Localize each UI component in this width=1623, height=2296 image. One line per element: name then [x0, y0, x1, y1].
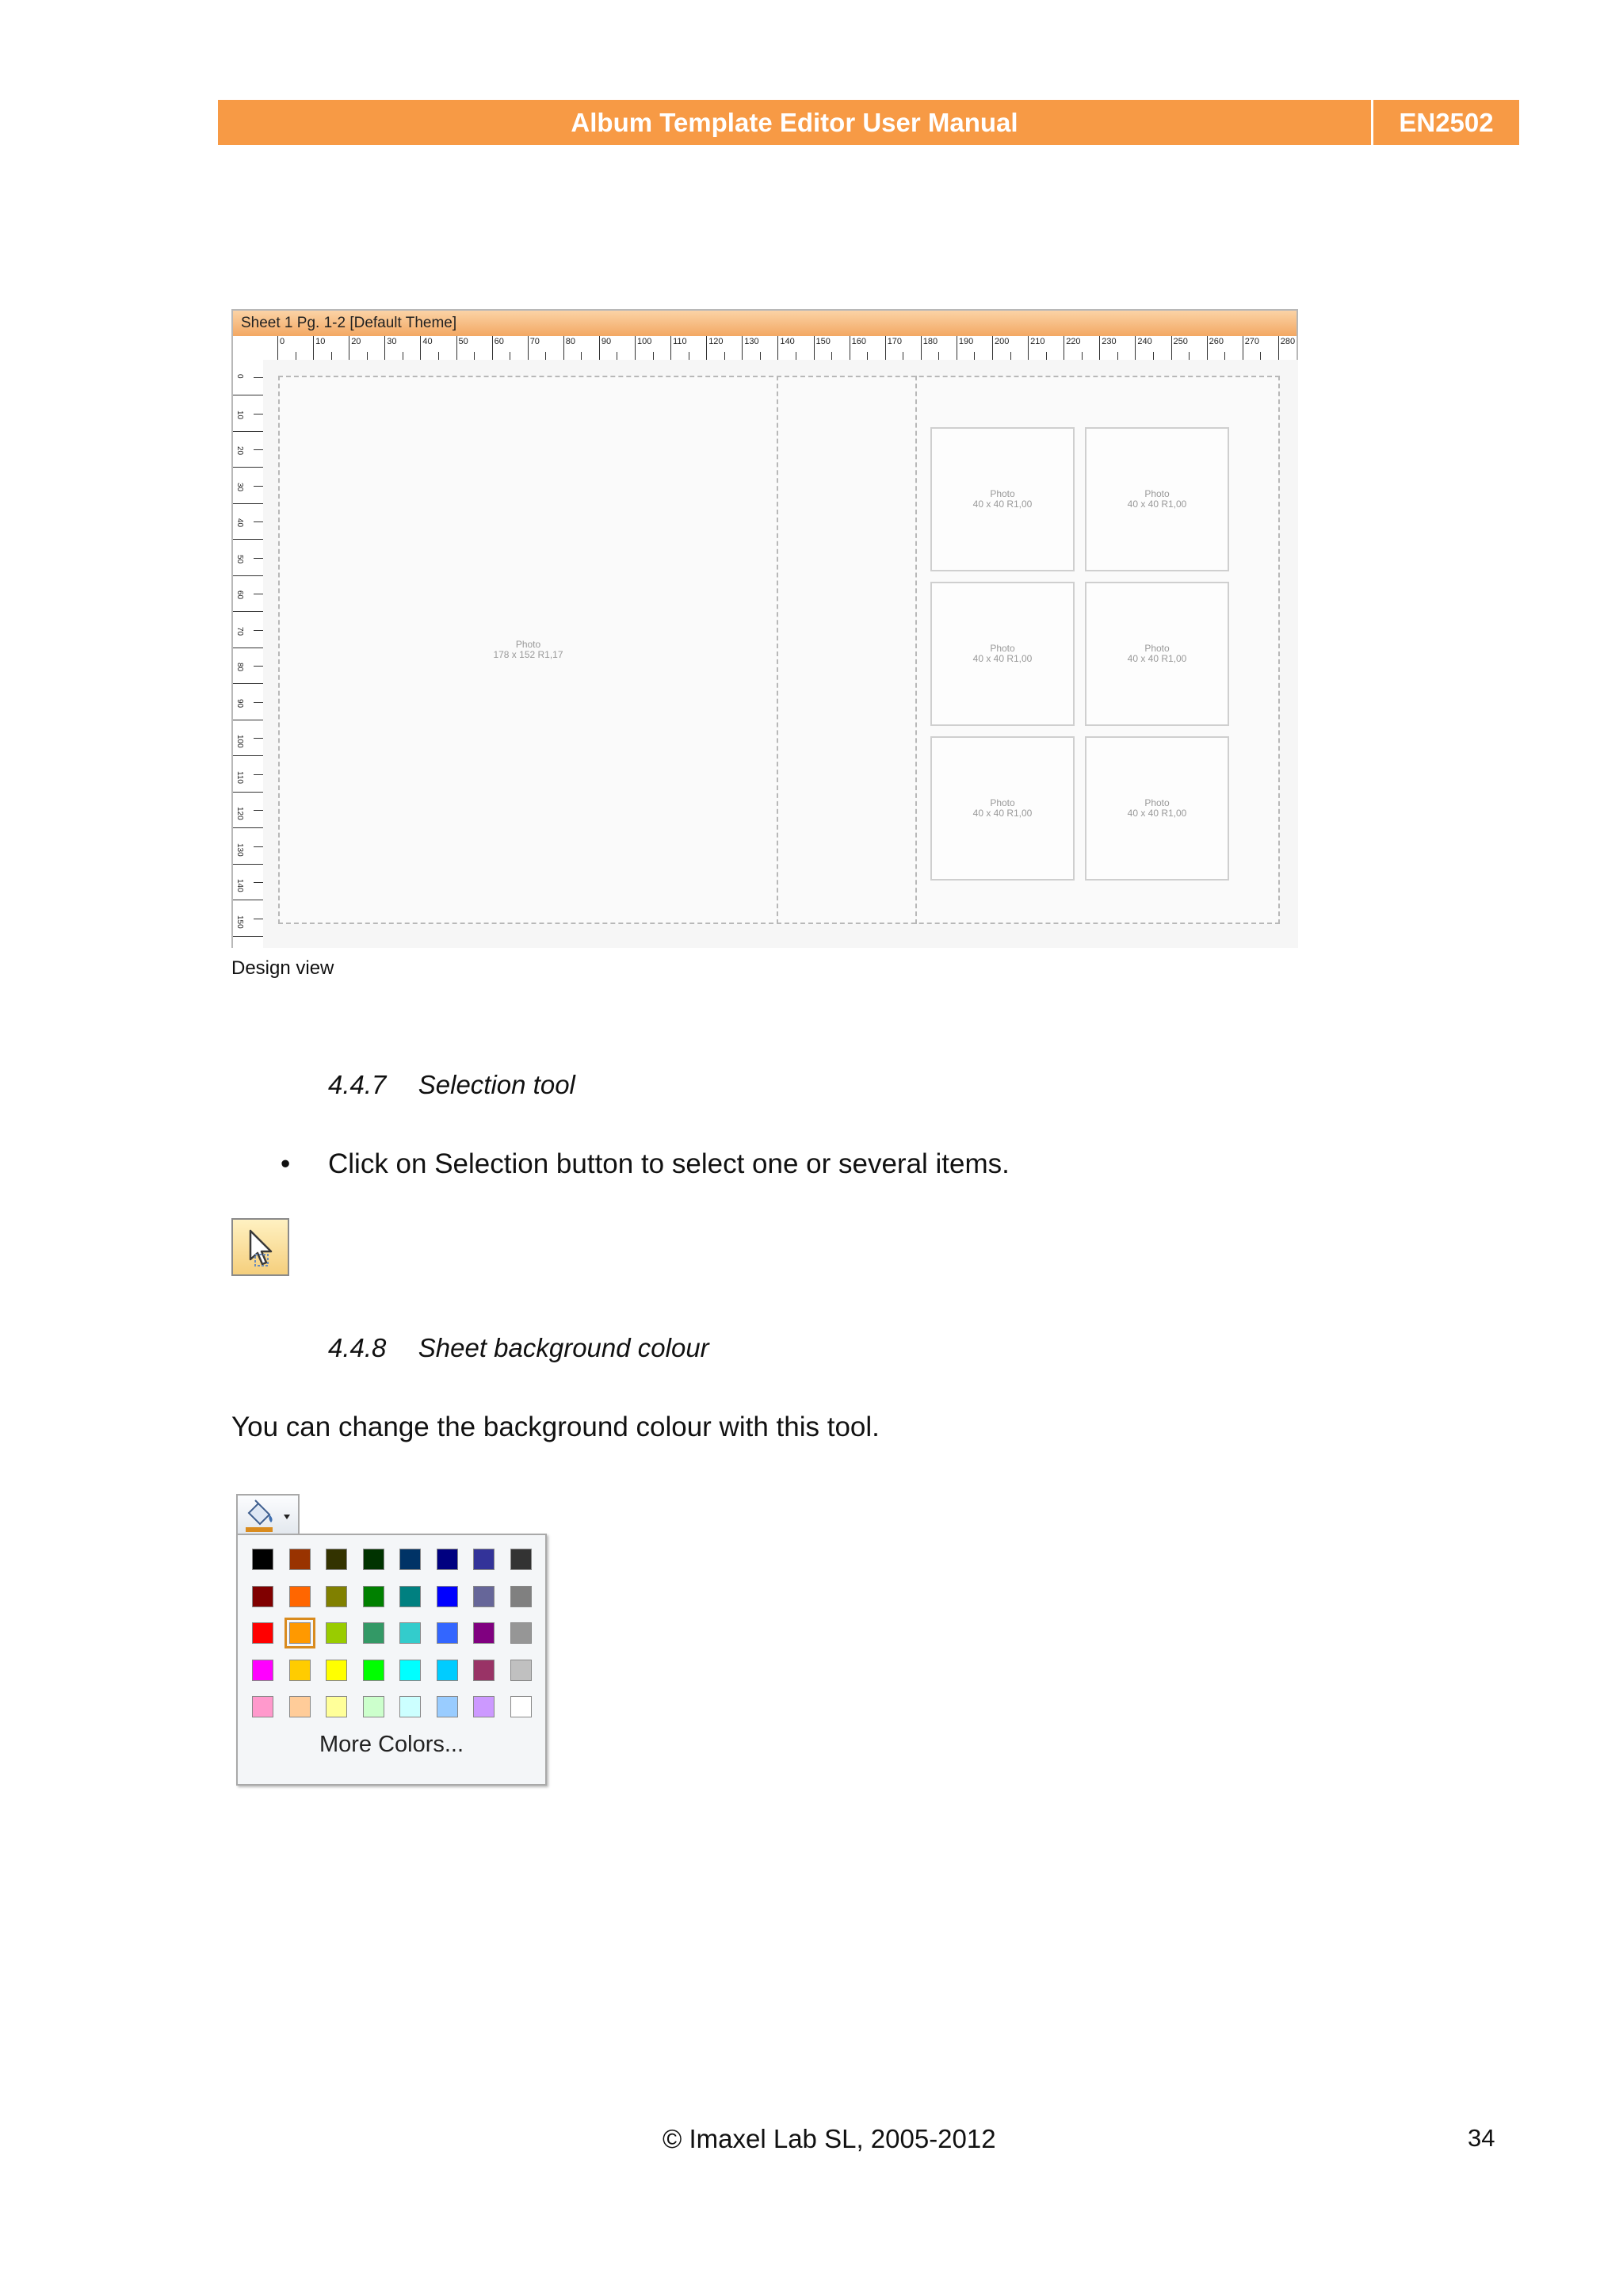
ruler-tick [992, 336, 993, 360]
ruler-tick [233, 503, 263, 504]
ruler-tick [233, 467, 263, 468]
colour-swatch[interactable] [437, 1696, 458, 1717]
ruler-tick [474, 352, 475, 360]
ruler-label: 40 [235, 518, 244, 528]
ruler-tick [599, 336, 600, 360]
ruler-label: 30 [387, 337, 397, 346]
paint-bucket-icon [238, 1496, 298, 1535]
ruler-tick [724, 352, 725, 360]
ruler-tick [545, 352, 546, 360]
ruler-label: 80 [235, 663, 244, 672]
colour-swatch[interactable] [510, 1696, 532, 1717]
section-title: Sheet background colour [418, 1333, 709, 1362]
colour-swatch[interactable] [252, 1549, 273, 1570]
ruler-tick [1082, 352, 1083, 360]
ruler-label: 260 [1209, 337, 1224, 346]
ruler-label: 100 [235, 735, 244, 748]
colour-swatch[interactable] [399, 1622, 421, 1644]
ruler-label: 140 [780, 337, 795, 346]
ruler-tick [438, 352, 439, 360]
colour-swatch[interactable] [473, 1549, 495, 1570]
ruler-tick [563, 336, 564, 360]
colour-swatch[interactable] [363, 1622, 384, 1644]
ruler-label: 10 [315, 337, 326, 346]
ruler-label: 20 [351, 337, 361, 346]
ruler-tick [581, 352, 582, 360]
photo-size: 40 x 40 R1,00 [972, 653, 1033, 664]
colour-swatch[interactable] [399, 1660, 421, 1681]
colour-swatch[interactable] [326, 1660, 347, 1681]
ruler-tick [1117, 352, 1118, 360]
ruler-tick [706, 336, 707, 360]
ruler-label: 50 [235, 554, 244, 563]
ruler-label: 120 [708, 337, 724, 346]
footer-copyright: © Imaxel Lab SL, 2005-2012 [663, 2124, 996, 2153]
photo-label: Photo [1144, 797, 1170, 808]
bullet-text: Click on Selection button to select one or several items. [328, 1148, 1010, 1179]
spine [778, 376, 917, 924]
sheet-canvas [263, 360, 1298, 948]
ruler-tick [233, 611, 263, 612]
colour-swatch[interactable] [437, 1549, 458, 1570]
photo-frame[interactable] [930, 582, 1075, 726]
ruler-label: 150 [235, 915, 244, 929]
photo-frame[interactable] [1085, 736, 1229, 881]
colour-palette-popup [236, 1534, 547, 1786]
photo-label: Photo [990, 488, 1015, 499]
ruler-label: 0 [235, 374, 244, 379]
colour-swatch[interactable] [399, 1586, 421, 1607]
photo-frame[interactable] [930, 736, 1075, 881]
ruler-label: 90 [601, 337, 612, 346]
vertical-ruler [233, 360, 264, 948]
colour-swatch[interactable] [510, 1660, 532, 1681]
ruler-tick [313, 336, 314, 360]
section-title: Selection tool [418, 1070, 575, 1099]
ruler-tick [254, 846, 263, 847]
colour-swatch[interactable] [473, 1696, 495, 1717]
ruler-tick [867, 352, 868, 360]
figure-caption: Design view [231, 957, 334, 979]
ruler-tick [233, 539, 263, 540]
photo-label: Photo [1144, 643, 1170, 654]
page-number: 34 [1468, 2124, 1495, 2152]
colour-swatch[interactable] [326, 1586, 347, 1607]
ruler-label: 280 [1280, 337, 1296, 346]
ruler-label: 140 [235, 879, 244, 892]
ruler-tick [1260, 352, 1261, 360]
colour-swatch[interactable] [363, 1586, 384, 1607]
colour-swatch[interactable] [289, 1622, 311, 1644]
colour-swatch[interactable] [252, 1622, 273, 1644]
ruler-tick [1028, 336, 1029, 360]
colour-swatch[interactable] [399, 1696, 421, 1717]
colour-swatch[interactable] [510, 1586, 532, 1607]
ruler-label: 30 [235, 482, 244, 491]
ruler-tick [456, 336, 457, 360]
colour-swatch[interactable] [399, 1549, 421, 1570]
colour-swatch[interactable] [326, 1622, 347, 1644]
ruler-label: 110 [673, 337, 687, 346]
ruler-label: 40 [422, 337, 433, 346]
colour-swatch[interactable] [252, 1586, 273, 1607]
ruler-tick [885, 336, 886, 360]
photo-size: 40 x 40 R1,00 [972, 499, 1033, 510]
large-photo-frame[interactable] [278, 376, 778, 924]
bullet-marker: • [281, 1148, 291, 1179]
ruler-tick [254, 521, 263, 522]
design-view-title: Sheet 1 Pg. 1-2 [Default Theme] [233, 311, 1296, 336]
colour-swatch[interactable] [289, 1549, 311, 1570]
ruler-tick [492, 336, 493, 360]
ruler-tick [233, 864, 263, 865]
photo-frame[interactable] [1085, 582, 1229, 726]
ruler-tick [331, 352, 332, 360]
ruler-label: 190 [958, 337, 974, 346]
ruler-tick [653, 352, 654, 360]
ruler-tick [254, 702, 263, 703]
colour-swatch[interactable] [437, 1586, 458, 1607]
photo-label: Photo [990, 797, 1015, 808]
ruler-tick [760, 352, 761, 360]
ruler-label: 20 [235, 446, 244, 456]
ruler-label: 100 [637, 337, 652, 346]
ruler-tick [1189, 352, 1190, 360]
ruler-tick [1135, 336, 1136, 360]
design-view-screenshot [231, 309, 1298, 948]
photo-size: 40 x 40 R1,00 [1127, 808, 1187, 819]
ruler-tick [233, 755, 263, 756]
ruler-tick [254, 414, 263, 415]
ruler-tick [635, 336, 636, 360]
colour-swatch[interactable] [473, 1660, 495, 1681]
document-title: Album Template Editor User Manual [218, 100, 1371, 145]
ruler-tick [420, 336, 421, 360]
photo-label: Photo [515, 639, 541, 650]
ruler-label: 150 [815, 337, 831, 346]
colour-swatch[interactable] [252, 1660, 273, 1681]
ruler-tick [1153, 352, 1154, 360]
photo-size: 178 x 152 R1,17 [493, 649, 563, 660]
ruler-label: 210 [1030, 337, 1045, 346]
colour-swatch[interactable] [252, 1696, 273, 1717]
ruler-tick [254, 449, 263, 450]
ruler-tick [233, 575, 263, 576]
photo-frame[interactable] [930, 427, 1075, 571]
ruler-tick [1010, 352, 1011, 360]
photo-label: Photo [1144, 488, 1170, 499]
photo-size: 40 x 40 R1,00 [1127, 499, 1187, 510]
document-code: EN2502 [1373, 100, 1519, 145]
ruler-label: 220 [1066, 337, 1081, 346]
ruler-tick [1278, 336, 1279, 360]
ruler-tick [528, 336, 529, 360]
ruler-label: 80 [565, 337, 576, 346]
ruler-tick [254, 774, 263, 775]
ruler-tick [921, 336, 922, 360]
section-heading-4-4-7 [328, 1070, 575, 1100]
ruler-tick [254, 558, 263, 559]
ruler-tick [1099, 336, 1100, 360]
ruler-tick [938, 352, 939, 360]
ruler-tick [831, 352, 832, 360]
ruler-label: 60 [235, 590, 244, 600]
ruler-label: 120 [235, 807, 244, 820]
colour-swatch[interactable] [289, 1696, 311, 1717]
ruler-label: 60 [494, 337, 504, 346]
ruler-label: 230 [1102, 337, 1117, 346]
photo-size: 40 x 40 R1,00 [1127, 653, 1187, 664]
ruler-label: 110 [235, 770, 244, 784]
ruler-tick [254, 377, 263, 378]
arrow-pointer-icon [233, 1220, 288, 1274]
background-colour-button[interactable] [236, 1494, 300, 1534]
horizontal-ruler [233, 336, 1296, 361]
ruler-tick [254, 630, 263, 631]
ruler-tick [814, 336, 815, 360]
ruler-tick [1224, 352, 1225, 360]
ruler-label: 170 [887, 337, 903, 346]
colour-swatch[interactable] [363, 1660, 384, 1681]
ruler-label: 130 [744, 337, 759, 346]
ruler-label: 270 [1244, 337, 1260, 346]
ruler-label: 70 [529, 337, 540, 346]
ruler-tick [254, 810, 263, 811]
ruler-tick [384, 336, 385, 360]
ruler-tick [233, 827, 263, 828]
ruler-label: 160 [851, 337, 866, 346]
ruler-tick [777, 336, 778, 360]
selection-tool-button[interactable] [231, 1218, 289, 1276]
ruler-label: 180 [922, 337, 938, 346]
ruler-tick [254, 666, 263, 667]
colour-swatch[interactable] [326, 1549, 347, 1570]
ruler-label: 10 [235, 410, 244, 419]
photo-size: 40 x 40 R1,00 [972, 808, 1033, 819]
ruler-label: 240 [1137, 337, 1152, 346]
ruler-tick [233, 936, 263, 937]
colour-swatch[interactable] [363, 1549, 384, 1570]
colour-swatch[interactable] [473, 1622, 495, 1644]
colour-swatch[interactable] [289, 1660, 311, 1681]
ruler-tick [974, 352, 975, 360]
colour-swatch[interactable] [437, 1622, 458, 1644]
colour-swatch[interactable] [363, 1696, 384, 1717]
ruler-tick [742, 336, 743, 360]
ruler-tick [233, 683, 263, 684]
ruler-tick [1171, 336, 1172, 360]
colour-swatch[interactable] [289, 1586, 311, 1607]
colour-swatch[interactable] [437, 1660, 458, 1681]
photo-label: Photo [990, 643, 1015, 654]
ruler-tick [254, 738, 263, 739]
ruler-tick [670, 336, 671, 360]
ruler-tick [254, 486, 263, 487]
section-number: 4.4.8 [328, 1333, 387, 1362]
colour-swatch[interactable] [473, 1586, 495, 1607]
ruler-label: 130 [235, 842, 244, 857]
ruler-label: 50 [458, 337, 468, 346]
ruler-tick [254, 882, 263, 883]
paragraph: You can change the background colour with this tool. [231, 1412, 880, 1442]
ruler-tick [233, 431, 263, 432]
ruler-label: 70 [235, 626, 244, 636]
ruler-tick [1207, 336, 1208, 360]
ruler-tick [233, 792, 263, 793]
colour-swatch[interactable] [326, 1696, 347, 1717]
ruler-tick [367, 352, 368, 360]
more-colors-button[interactable]: More Colors... [319, 1732, 464, 1757]
colour-swatch[interactable] [510, 1549, 532, 1570]
ruler-tick [277, 336, 278, 360]
section-heading-4-4-8 [328, 1333, 709, 1363]
photo-frame[interactable] [1085, 427, 1229, 571]
ruler-label: 0 [280, 337, 285, 346]
ruler-label: 200 [995, 337, 1010, 346]
ruler-label: 90 [235, 698, 244, 708]
ruler-label: 250 [1173, 337, 1188, 346]
ruler-tick [1046, 352, 1047, 360]
colour-swatch[interactable] [510, 1622, 532, 1644]
section-number: 4.4.7 [328, 1070, 387, 1099]
